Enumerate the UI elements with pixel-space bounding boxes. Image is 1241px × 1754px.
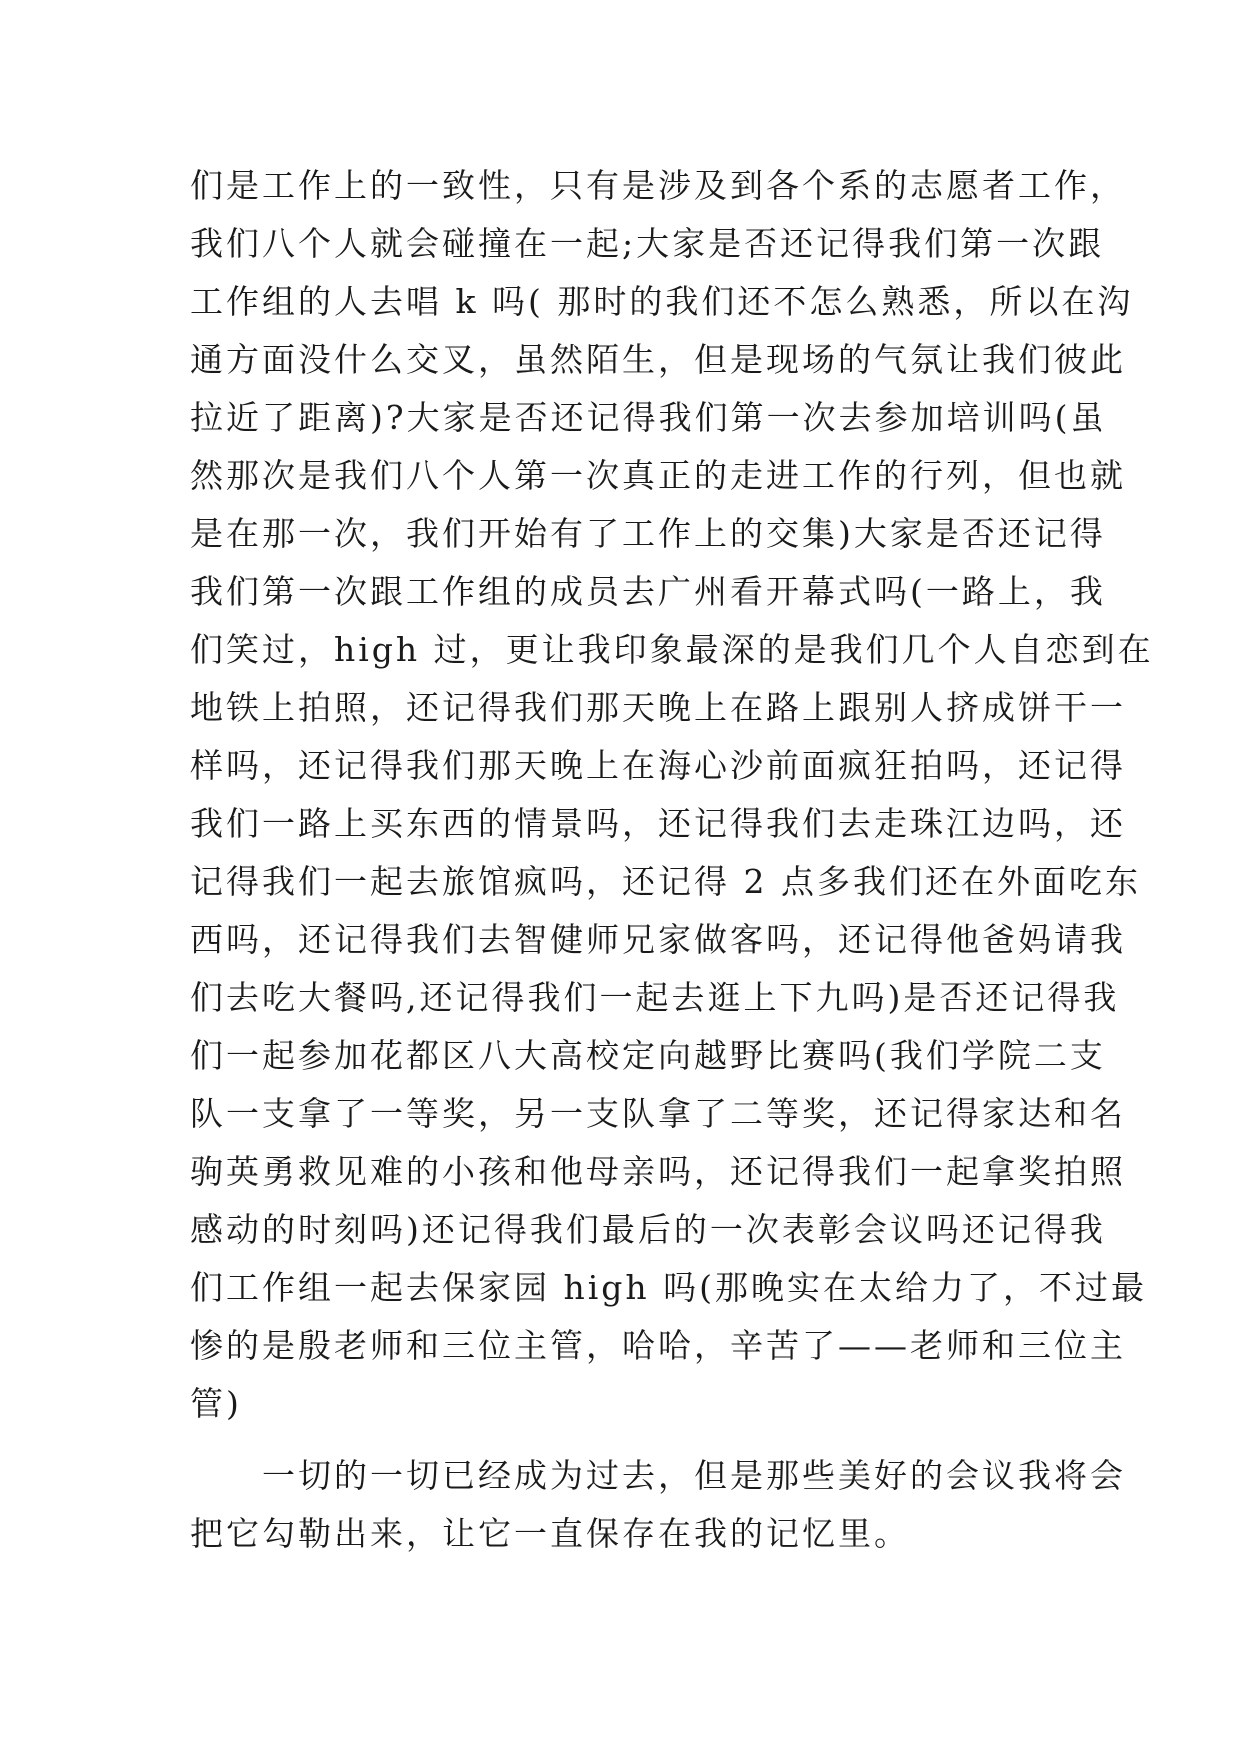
text-line: 然那次是我们八个人第一次真正的走进工作的行列，但也就 <box>190 456 1126 495</box>
text-line: 是在那一次，我们开始有了工作上的交集)大家是否还记得 <box>190 514 1106 553</box>
text-line: 西吗，还记得我们去智健师兄家做客吗，还记得他爸妈请我 <box>190 920 1126 959</box>
text-line: 我们八个人就会碰撞在一起;大家是否还记得我们第一次跟 <box>190 224 1105 263</box>
text-line: 感动的时刻吗)还记得我们最后的一次表彰会议吗还记得我 <box>190 1210 1106 1249</box>
text-line: 样吗，还记得我们那天晚上在海心沙前面疯狂拍吗，还记得 <box>190 746 1126 785</box>
text-line: 队一支拿了一等奖，另一支队拿了二等奖，还记得家达和名 <box>190 1094 1126 1133</box>
text-line: 们一起参加花都区八大高校定向越野比赛吗(我们学院二支 <box>190 1036 1106 1075</box>
text-line: 把它勾勒出来，让它一直保存在我的记忆里。 <box>190 1514 910 1553</box>
text-line: 通方面没什么交叉，虽然陌生，但是现场的气氛让我们彼此 <box>190 340 1126 379</box>
text-line: 地铁上拍照，还记得我们那天晚上在路上跟别人挤成饼干一 <box>190 688 1126 727</box>
text-line: 我们第一次跟工作组的成员去广州看开幕式吗(一路上，我 <box>190 572 1106 611</box>
text-line: 管) <box>190 1384 242 1423</box>
text-line: 们笑过，high 过，更让我印象最深的是我们几个人自恋到在 <box>190 630 1154 669</box>
text-line: 记得我们一起去旅馆疯吗，还记得 2 点多我们还在外面吃东 <box>190 862 1141 901</box>
text-line: 惨的是殷老师和三位主管，哈哈，辛苦了——老师和三位主 <box>190 1326 1126 1365</box>
text-line: 们工作组一起去保家园 high 吗(那晚实在太给力了，不过最 <box>190 1268 1148 1307</box>
text-line: 驹英勇救见难的小孩和他母亲吗，还记得我们一起拿奖拍照 <box>190 1152 1126 1191</box>
text-line: 拉近了距离)?大家是否还记得我们第一次去参加培训吗(虽 <box>190 398 1107 437</box>
text-line: 一切的一切已经成为过去，但是那些美好的会议我将会 <box>190 1456 1126 1495</box>
text-line: 们去吃大餐吗,还记得我们一起去逛上下九吗)是否还记得我 <box>190 978 1120 1017</box>
text-line: 们是工作上的一致性，只有是涉及到各个系的志愿者工作， <box>190 166 1126 205</box>
text-line: 工作组的人去唱 k 吗( 那时的我们还不怎么熟悉，所以在沟 <box>190 282 1134 321</box>
text-line: 我们一路上买东西的情景吗，还记得我们去走珠江边吗，还 <box>190 804 1126 843</box>
body-paragraph-1 <box>190 157 1154 1433</box>
body-paragraph-2 <box>190 1447 1126 1563</box>
